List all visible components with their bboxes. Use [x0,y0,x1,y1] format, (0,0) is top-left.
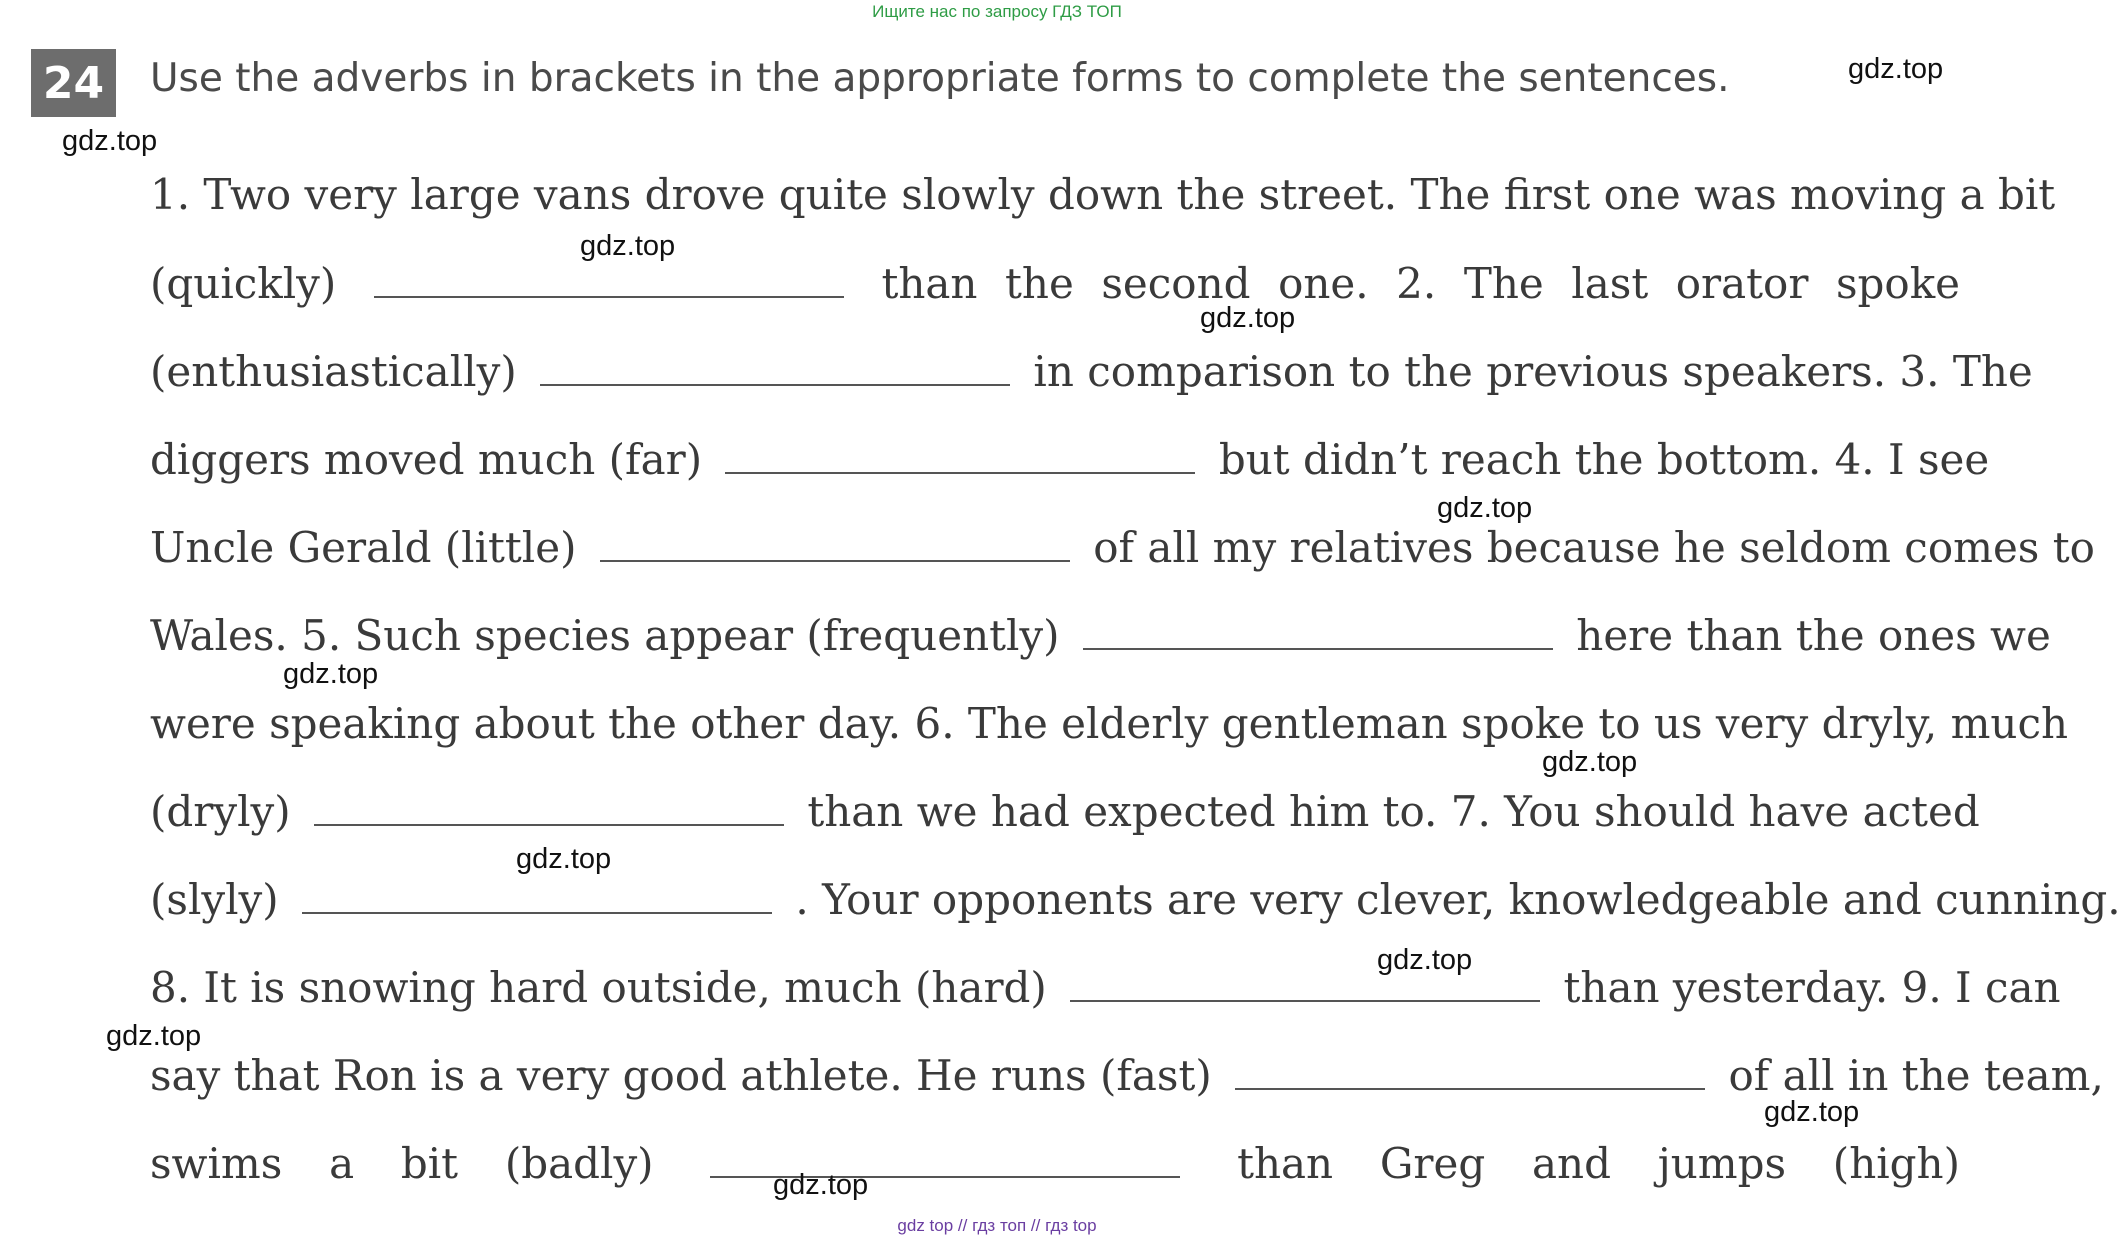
answer-blank[interactable] [1083,638,1553,650]
watermark: gdz.top [516,843,612,875]
watermark: gdz.top [1764,1096,1860,1128]
answer-blank[interactable] [1070,990,1540,1002]
exercise-line: (dryly) than we had expected him to. 7. You should have acted [150,787,1980,836]
exercise-line: 1. Two very large vans drove quite slowly down the street. The first one was moving a bit [150,170,2056,219]
exercise-instruction: Use the adverbs in brackets in the appropriate forms to complete the sentences. [150,56,1730,101]
exercise-line: Uncle Gerald (little) of all my relatives because he seldom comes to [150,523,2095,572]
watermark: gdz.top [62,125,158,157]
exercise-line: (quickly) than the second one. 2. The last orator spoke [150,259,1961,308]
watermark: gdz.top [773,1169,869,1201]
watermark: gdz.top [1377,944,1473,976]
top-banner: Ищите нас по запросу ГДЗ ТОП [872,2,1122,21]
answer-blank[interactable] [540,374,1010,386]
watermark: gdz.top [1848,53,1944,85]
exercise-number-badge: 24 [31,49,116,117]
answer-blank[interactable] [374,286,844,298]
watermark: gdz.top [106,1020,202,1052]
answer-blank[interactable] [314,814,784,826]
bottom-banner: gdz top // гдз топ // гдз top [897,1216,1097,1235]
watermark: gdz.top [1437,492,1533,524]
exercise-line: were speaking about the other day. 6. The elderly gentleman spoke to us very dryly, much [150,699,2069,748]
answer-blank[interactable] [725,462,1195,474]
answer-blank[interactable] [1235,1078,1705,1090]
watermark: gdz.top [580,230,676,262]
answer-blank[interactable] [600,550,1070,562]
exercise-line: 8. It is snowing hard outside, much (hard) than yesterday. 9. I can [150,963,2061,1012]
watermark: gdz.top [283,658,379,690]
watermark: gdz.top [1542,746,1638,778]
exercise-line: say that Ron is a very good athlete. He runs (fast) of all in the team, [150,1051,2104,1100]
watermark: gdz.top [1200,302,1296,334]
exercise-line: (enthusiastically) in comparison to the previous speakers. 3. The [150,347,2033,396]
exercise-line: diggers moved much (far) but didn’t reach the bottom. 4. I see [150,435,1990,484]
answer-blank[interactable] [302,902,772,914]
exercise-line: swims a bit (badly) than Greg and jumps (high) [150,1139,1960,1188]
exercise-line: Wales. 5. Such species appear (frequently) here than the ones we [150,611,2051,660]
exercise-line: (slyly) . Your opponents are very clever, knowledgeable and cunning. [150,875,2121,924]
